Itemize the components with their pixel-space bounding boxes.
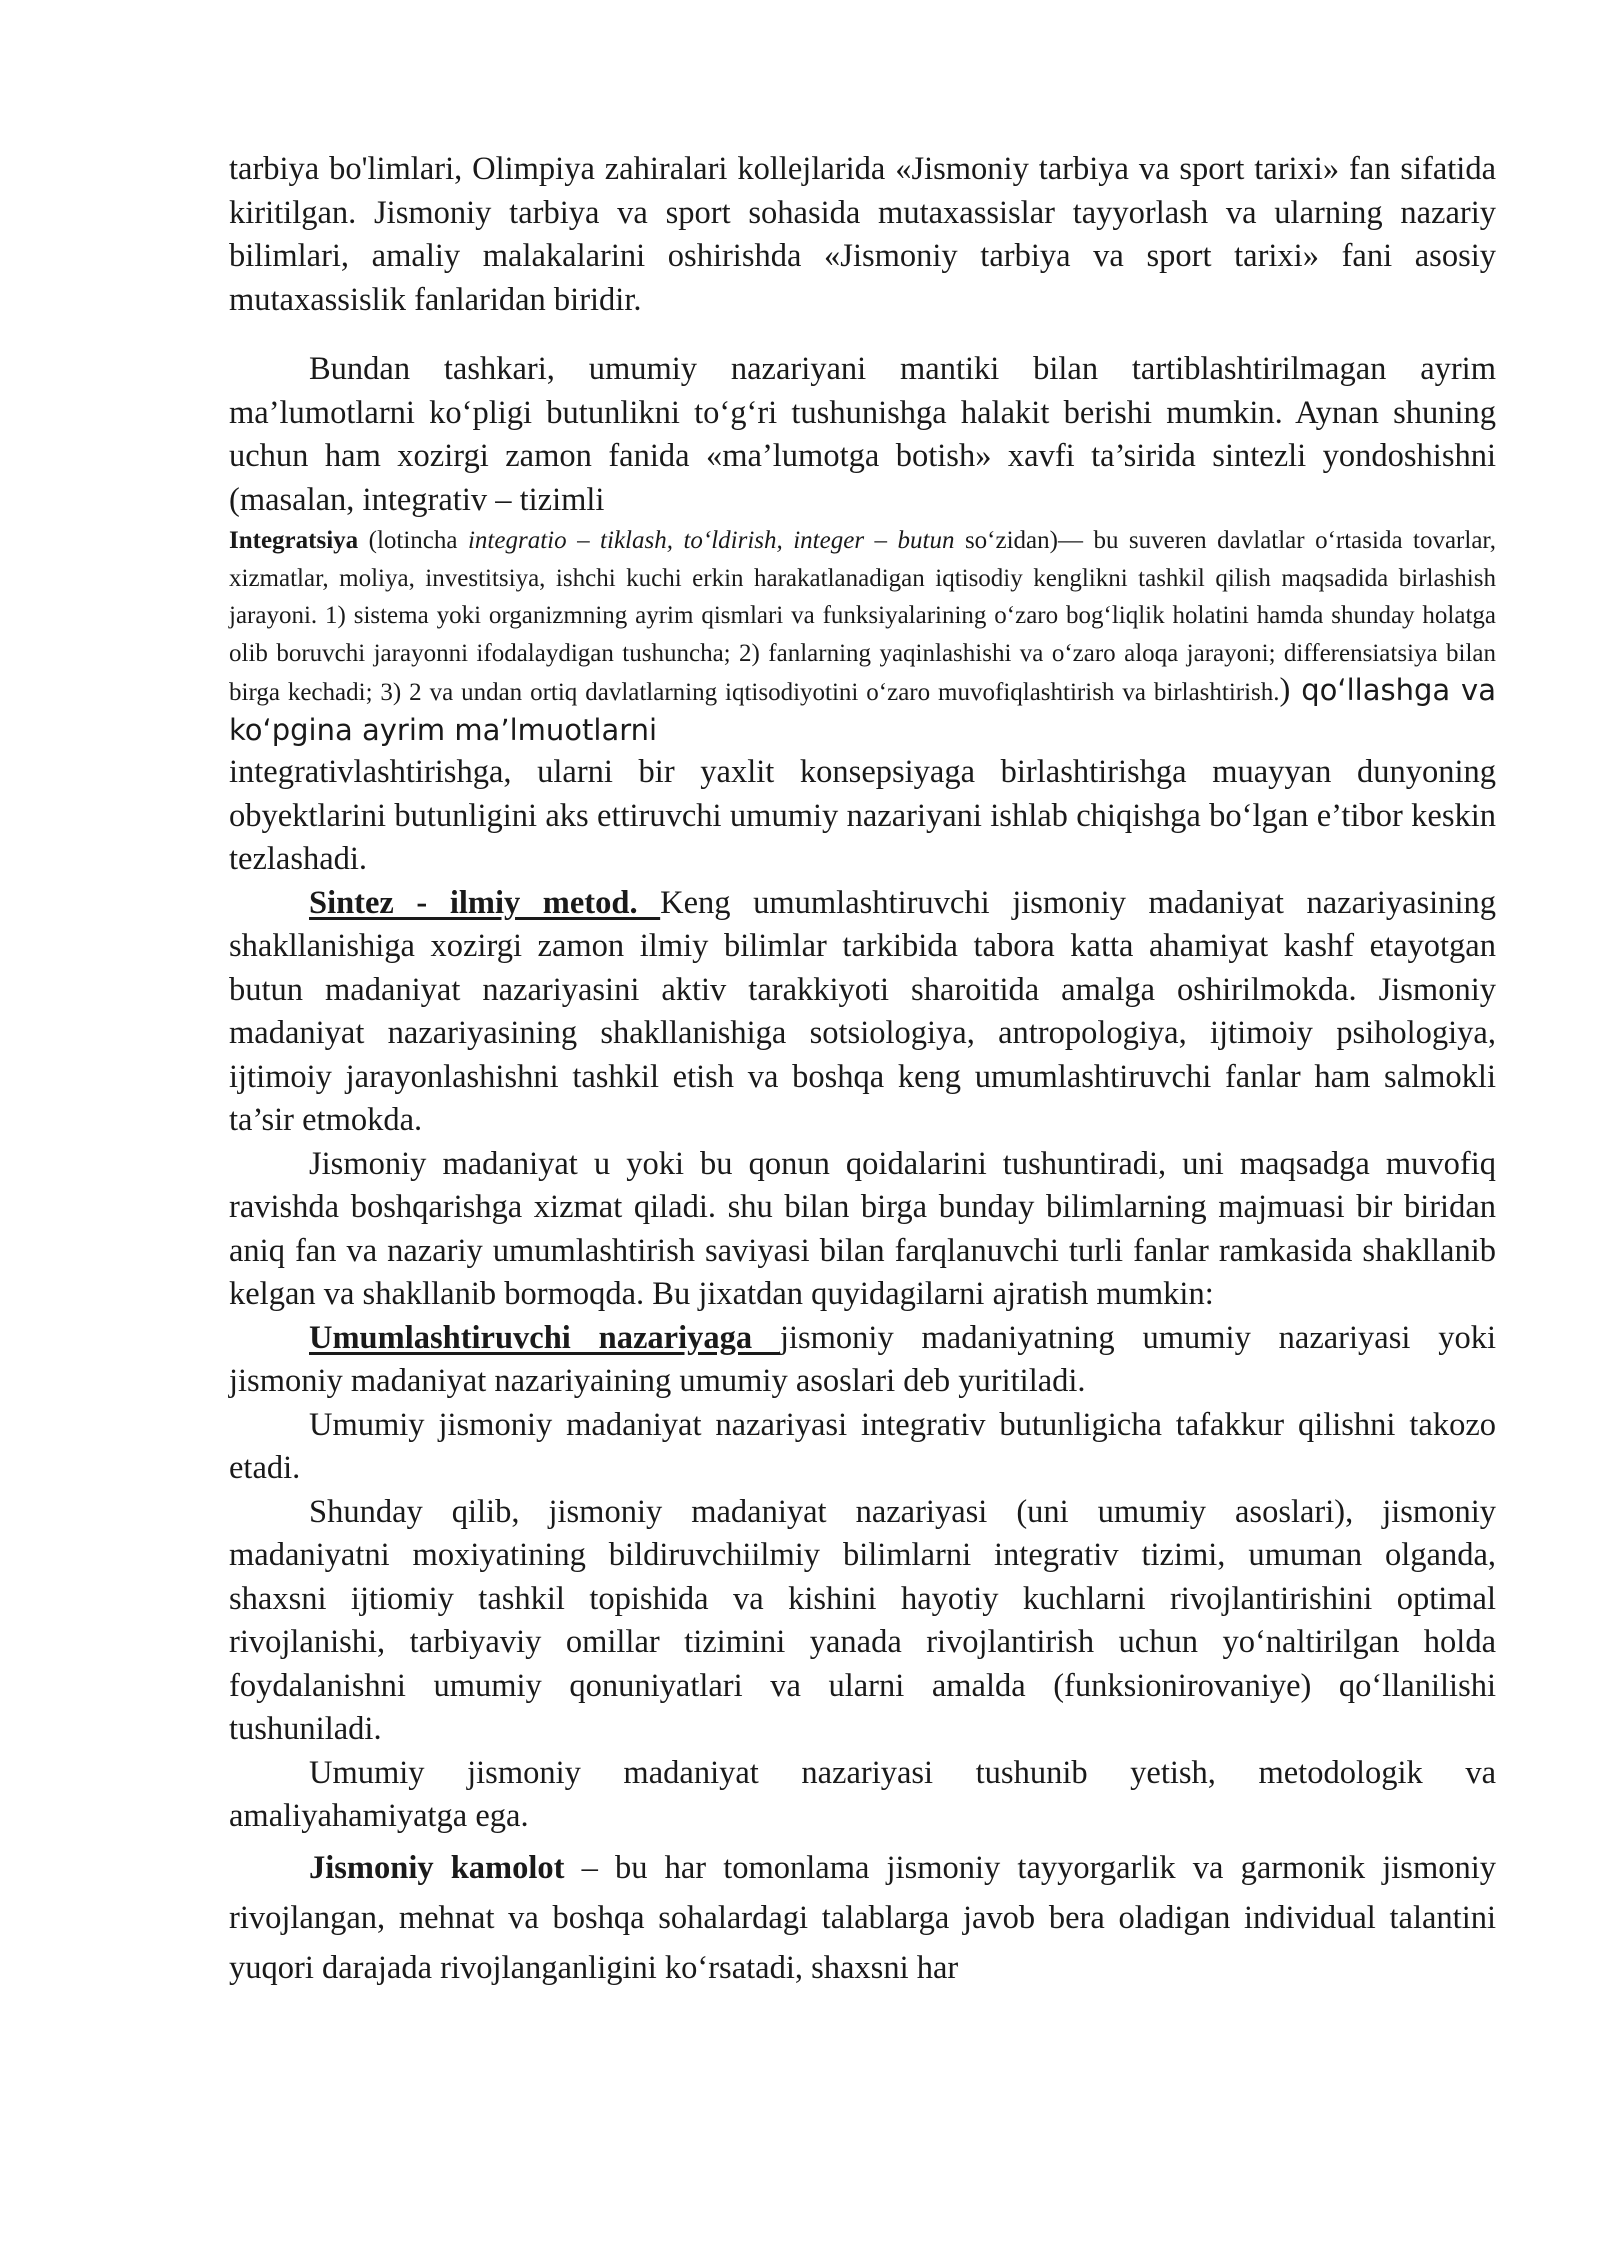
definition-text-b: so‘zidan)— bu suveren davlatlar o‘rtasida tovarlar, xizmatlar, moliya, investitsiya, ishchi kuchi erkin harakatlanadigan iqtisodiy kenglikni tashkil qilish maqsadida birlashish jarayoni. 1) sistema yoki organizmning ayrim qismlari va funksiyalarining o‘zaro bog‘liqlik holatini hamda shunday holatga olib boruvchi jarayonni ifodalaydigan tushuncha; 2) fanlarning yaqinlashishi va o‘zaro aloqa jarayoni; differensiatsiya bilan birga kechadi; 3) 2 va undan ortiq davlatlarning iqtisodiyotini o‘zaro muvofiqlashtirish va birlashtirish. [229, 527, 1497, 706]
paragraph-5 [229, 1317, 1496, 1404]
section-heading-sintez: Sintez - ilmiy metod. [309, 884, 661, 921]
paragraph-2-text: Bundan tashkari, umumiy nazariyani mantiki bilan tartiblashtirilmagan ayrim ma’lumotlarni ko‘pligi butunlikni to‘g‘ri tushunishga halakit berishi mumkin. Aynan shuning uchun ham xozirgi zamon fanida «ma’lumotga botish» xavfi ta’sirida sintezli yondoshishni (masalan, integrativ – tizimli [229, 351, 1496, 518]
paragraph-5-text: jismoniy madaniyatning umumiy nazariyasi yoki jismoniy madaniyat nazariyaining umumiy asoslari deb yuritiladi. [229, 1319, 1496, 1399]
paragraph-9 [229, 1843, 1496, 1993]
paragraph-9-text: – bu har tomonlama jismoniy tayyorgarlik va garmonik jismoniy rivojlangan, mehnat va boshqa sohalardagi talablarga javob bera oladigan individual talantini yuqori darajada rivojlanganligini ko‘rsatadi, shaxsni har [229, 1849, 1497, 1986]
term-jismoniy-kamolot: Jismoniy kamolot [309, 1849, 565, 1886]
definition-text-a: (lotincha [358, 527, 468, 554]
integration-definition [229, 522, 1496, 751]
paragraph-3 [229, 882, 1496, 1143]
paragraph-3-text: Keng umumlashtiruvchi jismoniy madaniyat nazariyasining shakllanishiga xozirgi zamon ilmiy bilimlar tarkibida tabora katta ahamiyat kashf etayotgan butun madaniyat nazariyasini aktiv tarakkiyoti sharoitida amalga oshirilmokda. Jismoniy madaniyat nazariyasining shakllanishiga sotsiologiya, antropologiya, ijtimoiy psihologiya, ijtimoiy jarayonlashishni tashkil etish va boshqa keng umumlashtiruvchi fanlar ham salmokli ta’sir etmokda. [229, 884, 1496, 1138]
definition-term: Integratsiya [229, 527, 359, 554]
paragraph-4: Jismoniy madaniyat u yoki bu qonun qoidalarini tushuntiradi, uni maqsadga muvofiq ravishda boshqarishga xizmat qiladi. shu bilan birga bunday bilimlarning majmuasi bir biridan aniq fan va nazariy umumlashtirish saviyasi bilan farqlanuvchi turli fanlar ramkasida shakllanib kelgan va shakllanib bormoqda. Bu jixatdan quyidagilarni ajratish mumkin: [229, 1145, 1496, 1312]
paragraph-2 [229, 348, 1496, 522]
paragraph-6: Umumiy jismoniy madaniyat nazariyasi integrativ butunligicha tafakkur qilishni takozo etadi. [229, 1406, 1496, 1486]
definition-close: ) [1279, 672, 1291, 708]
term-umumlashtiruvchi: Umumlashtiruvchi nazariyaga [309, 1319, 780, 1356]
paragraph-7: Shunday qilib, jismoniy madaniyat nazariyasi (uni umumiy asoslari), jismoniy madaniyatni moxiyatining bildiruvchiilmiy bilimlarni integrativ tizimi, umuman olganda, shaxsni ijtiomiy tashkil topishida va kishini hayotiy kuchlarni rivojlantirishini optimal rivojlanishi, tarbiyaviy omillar tizimini yanada rivojlantirish uchun yo‘naltirilgan holda foydalanishni umumiy qonuniyatlari va ularni amalda (funksionirovaniye) qo‘llanilishi tushuniladi. [229, 1493, 1496, 1747]
paragraph-2-tail: integrativlashtirishga, ularni bir yaxlit konsepsiyaga birlashtirishga muayyan dunyoning obyektlarini butunligini aks ettiruvchi umumiy nazariyani ishlab chiqishga bo‘lgan e’tibor keskin tezlashadi. [229, 754, 1496, 877]
definition-continuation: qo‘llashga va ko‘pgina ayrim ma’lmuotlarni [229, 673, 1496, 747]
paragraph-1: tarbiya bo'limlari, Olimpiya zahiralari kollejlarida «Jismoniy tarbiya va sport tarixi» fan sifatida kiritilgan. Jismoniy tarbiya va sport sohasida mutaxassislar tayyorlash va ularning nazariy bilimlari, amaliy malakalarini oshirishda «Jismoniy tarbiya va sport tarixi» fani asosiy mutaxassislik fanlaridan biridir. [229, 151, 1496, 318]
definition-etymology: integratio – tiklash, to‘ldirish, integer – butun [467, 527, 955, 554]
paragraph-8: Umumiy jismoniy madaniyat nazariyasi tushunib yetish, metodologik va amaliyahamiyatga ega. [229, 1754, 1496, 1834]
